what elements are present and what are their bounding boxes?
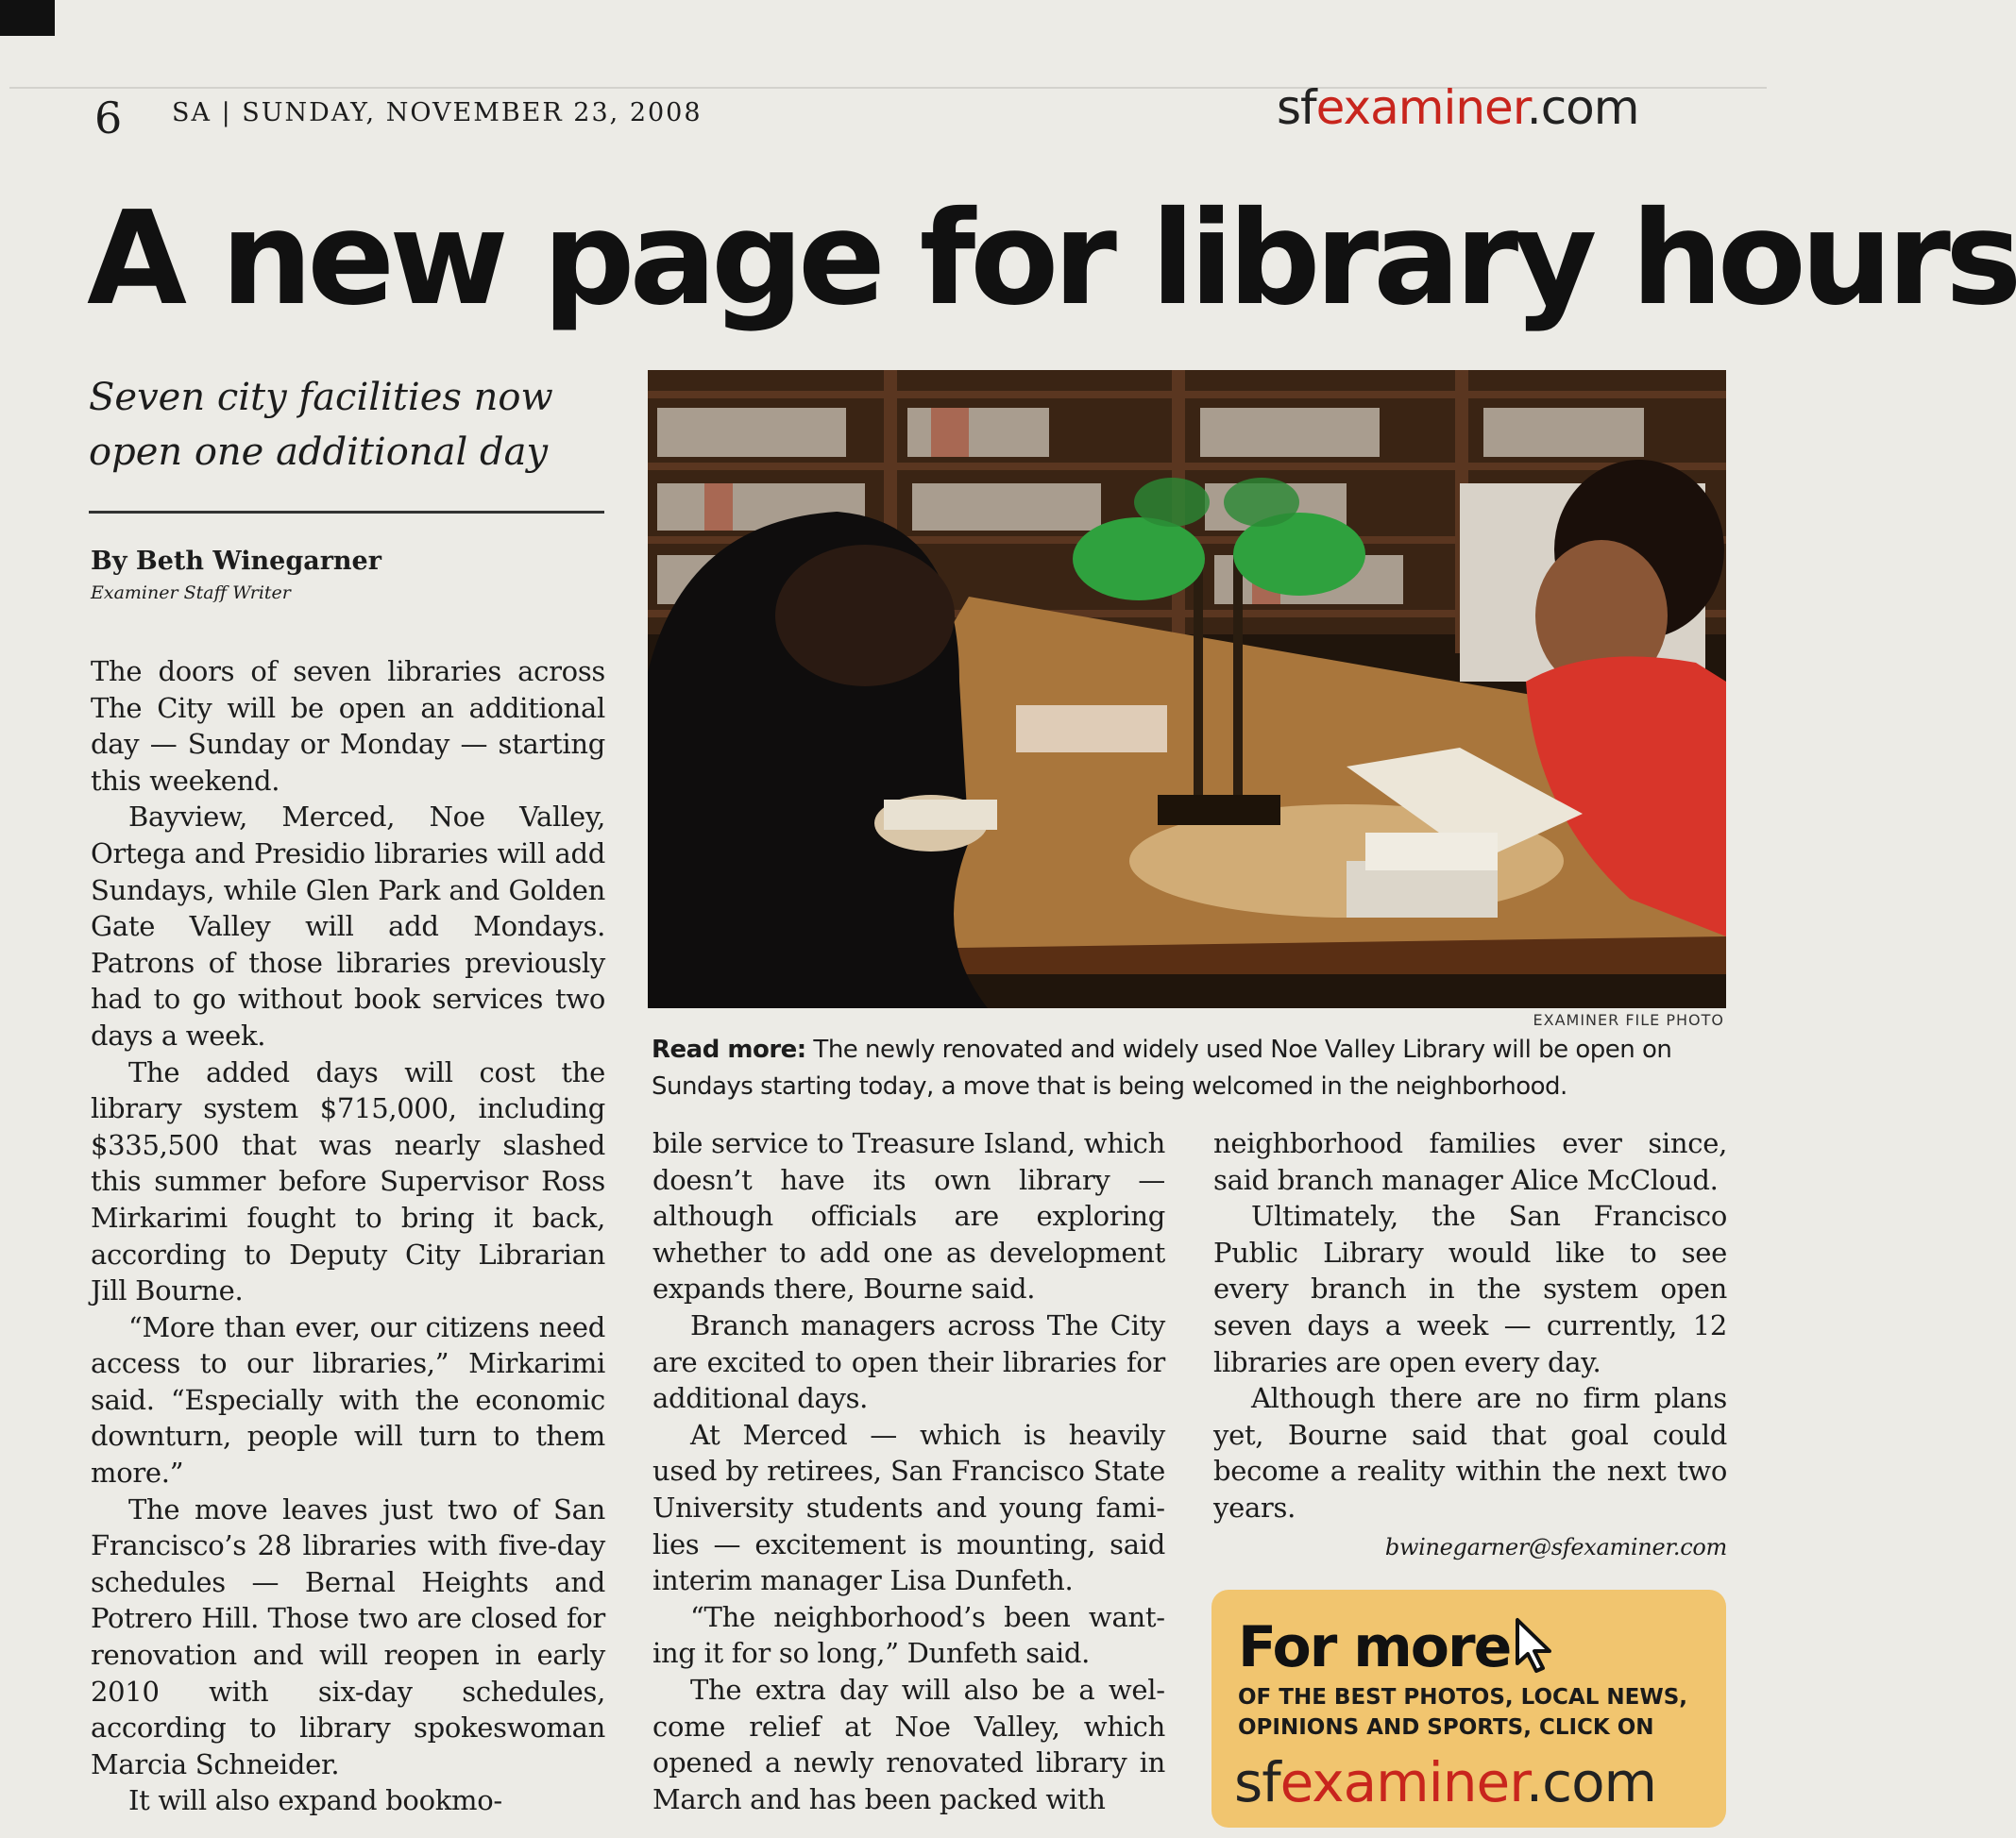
library-photo: [648, 370, 1726, 1008]
promo-logo-suffix: .com: [1525, 1750, 1657, 1814]
site-logo[interactable]: [1277, 81, 1638, 134]
paragraph: The doors of seven libraries across The City will be open an additional day — Sunday or Monday — starting this weekend.: [91, 655, 605, 797]
photo-caption: [652, 1032, 1726, 1105]
author-email[interactable]: bwinegarner@sfexaminer.com: [1384, 1533, 1727, 1560]
caption-lead: Read more:: [652, 1036, 806, 1064]
promo-site-logo[interactable]: [1234, 1752, 1656, 1813]
page-number: 6: [94, 93, 123, 143]
paragraph: Ultimately, the San Francisco Public Library would like to see every branch in the system open seven days a week — currently, 12 libraries are open every day.: [1213, 1200, 1727, 1378]
paragraph: It will also expand bookmo-: [128, 1784, 502, 1817]
paragraph: The extra day will also be a welcome relief at Noe Valley, which opened a newly renovated library in March and has been packed with: [652, 1673, 1165, 1815]
headline: A new page for library hours: [87, 184, 2016, 334]
library-photo-illustration: [648, 370, 1726, 1008]
paragraph: bile service to Treasure Island, which doesn’t have its own library — although officials are exploring whether to add one as development expands there, Bourne said.: [652, 1127, 1165, 1306]
deck-line: open one additional day: [89, 430, 549, 474]
site-logo-suffix: .com: [1526, 80, 1639, 135]
deck: [89, 370, 618, 480]
site-logo-prefix: sf: [1277, 80, 1316, 135]
site-logo-brand: examiner: [1315, 80, 1527, 135]
article-column-2: [652, 1125, 1165, 1817]
paragraph: neighborhood families ever since, said branch manager Alice McCloud.: [1213, 1127, 1727, 1196]
promo-title: For more: [1238, 1614, 1511, 1680]
cursor-icon: [1514, 1616, 1557, 1675]
paragraph: The move leaves just two of San Francisco’s 28 libraries with five-day schedules — Bernal Heights and Potrero Hill. Those two are closed for renovation and will reopen in early 2010 with six-day schedules, according to library spokeswoman Marcia Schneider.: [91, 1492, 605, 1780]
deck-line: Seven city facilities now: [89, 376, 553, 419]
paragraph: The added days will cost the library system $715,000, including $335,500 that was nearly slashed this summer before Supervisor Ross Mirkarimi fought to bring it back, according to Deputy City Librarian Jill Bourne.: [91, 1055, 605, 1307]
edition-date: SA | SUNDAY, NOVEMBER 23, 2008: [172, 98, 703, 127]
byline-title: Examiner Staff Writer: [91, 582, 291, 603]
caption-text: The newly renovated and widely used Noe Valley Library will be open on Sundays starting today, a move that is being welcomed in the neighborhood.: [652, 1036, 1672, 1101]
article-column-3: [1213, 1125, 1727, 1566]
paragraph: “The neighborhood’s been wanting it for so long,” Dunfeth said.: [652, 1600, 1165, 1670]
article-column-1: [91, 653, 605, 1819]
promo-logo-brand: examiner: [1279, 1750, 1526, 1814]
byline: By Beth Winegarner: [91, 547, 381, 576]
deck-rule: [89, 511, 604, 514]
paragraph: Bayview, Merced, Noe Valley, Ortega and Presidio libraries will add Sundays, while Glen Park and Golden Gate Valley will add Mondays. Patrons of those libraries previously had to go without book services two days a week.: [91, 801, 605, 1052]
paragraph: Although there are no firm plans yet, Bourne said that goal could become a reality within the next two years.: [1213, 1382, 1727, 1524]
registration-mark: [0, 0, 55, 36]
paragraph: “More than ever, our citizens need access to our libraries,” Mirkarimi said. “Especially with the economic downturn, people will turn to them more.”: [91, 1310, 605, 1490]
promo-box[interactable]: [1211, 1590, 1726, 1828]
photo-credit: EXAMINER FILE PHOTO: [1533, 1011, 1724, 1029]
promo-logo-prefix: sf: [1234, 1750, 1280, 1814]
promo-text: OF THE BEST PHOTOS, LOCAL NEWS, OPINIONS AND SPORTS, CLICK ON: [1238, 1685, 1688, 1740]
paragraph: Branch managers across The City are excited to open their libraries for additional days.: [652, 1308, 1165, 1415]
paragraph: At Merced — which is heavily used by retirees, San Francisco State University students and young families — excitement is mounting, said interim manager Lisa Dunfeth.: [652, 1418, 1165, 1597]
